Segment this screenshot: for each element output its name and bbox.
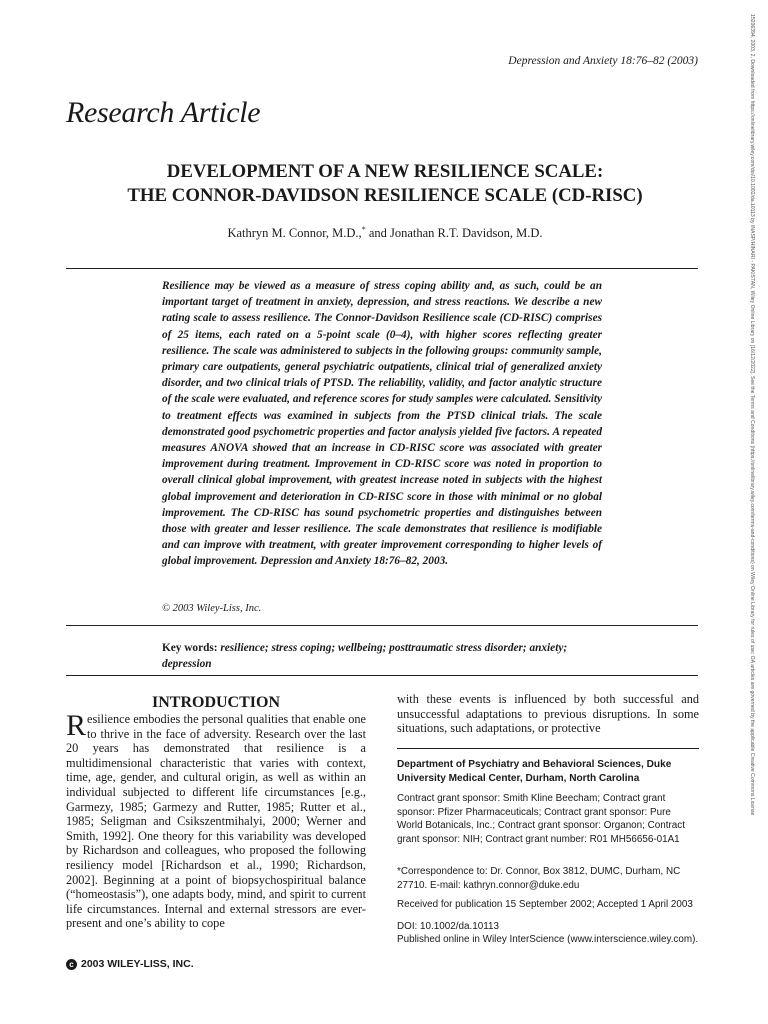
paper-title [40, 160, 730, 208]
keywords-list: resilience; stress coping; wellbeing; posttraumatic stress disorder; anxiety; depression [162, 642, 568, 670]
author-rest: and Jonathan R.T. Davidson, M.D. [365, 226, 543, 241]
correspondence-footnote: *Correspondence to: Dr. Connor, Box 3812, DUMC, Durham, NC 27710. E-mail: kathryn.connor@duke.edu [397, 866, 681, 891]
article-type-heading: Research Article [66, 96, 261, 129]
copyright-icon: c [66, 959, 77, 970]
doi-footnote: DOI: 10.1002/da.10113 [397, 921, 499, 932]
abstract-top-rule [66, 268, 698, 269]
publisher-copyright-text: 2003 WILEY-LISS, INC. [81, 958, 194, 970]
footnote-rule [397, 748, 699, 749]
affiliation-footnote: Department of Psychiatry and Behavioral Sciences, Duke University Medical Center, Durham, North Carolina [397, 759, 672, 784]
paper-title-line-2: THE CONNOR-DAVIDSON RESILIENCE SCALE (CD-RISC) [127, 185, 643, 206]
published-online-footnote: Published online in Wiley InterScience (www.interscience.wiley.com). [397, 934, 699, 945]
keywords [162, 640, 602, 672]
introduction-body [66, 709, 366, 931]
introduction-heading: INTRODUCTION [151, 694, 280, 711]
download-watermark [745, 14, 757, 1014]
corresponding-author-mark: * [361, 225, 366, 234]
abstract-copyright: © 2003 Wiley-Liss, Inc. [162, 603, 262, 614]
keywords-label: Key words: [162, 642, 218, 654]
publisher-copyright [66, 958, 194, 970]
author-first: Kathryn M. Connor, M.D., [227, 226, 362, 241]
keywords-bottom-rule [66, 675, 698, 676]
drop-cap: R [66, 709, 87, 742]
abstract-text: Resilience may be viewed as a measure of stress coping ability and, as such, could be an important target of treatment in anxiety, depression, and stress reactions. We describe a new rating scale to assess resilience. The Connor-Davidson Resilience scale (CD-RISC) comprises of 25 items, each rated on a 5-point scale (0–4), with higher scores reflecting greater resilience. The scale was administered to subjects in the following groups: community sample, primary care outpatients, general psychiatric outpatients, clinical trial of generalized anxiety disorder, and two clinical trials of PTSD. The reliability, validity, and factor analytic structure of the scale were evaluated, and reference scores for study samples were calculated. Sensitivity to treatment effects was examined in subjects from the PTSD clinical trials. The scale demonstrated good psychometric properties and factor analysis yielded five factors. A repeated measures ANOVA showed that an increase in CD-RISC score was associated with greater improvement during treatment. Improvement in CD-RISC score was noted in proportion to overall clinical global improvement, with greatest increase noted in subjects with the highest global improvement and deterioration in CD-RISC score in those with minimal or no global improvement. The CD-RISC has sound psychometric properties and distinguishes between those with greater and lesser resilience. The scale demonstrates that resilience is modifiable and can improve with treatment, with greater improvement corresponding to higher levels of global improvement. Depression and Anxiety 18:76–82, 2003. [162, 280, 602, 568]
received-footnote: Received for publication 15 September 2002; Accepted 1 April 2003 [397, 899, 693, 910]
right-column-text: with these events is influenced by both successful and unsuccessful adaptations to previous disruptions. In some situations, such adaptations, or protective [397, 692, 699, 736]
download-watermark-text: 15206394, 2003, 2, Downloaded from https://onlinelibrary.wiley.com/doi/10.1002/da.10113 by INASP/HINARI - PAKISTAN, Wiley Online Library on [16/12/2022]. See the Terms and Conditions (https://onlinelibrary.wiley.com/terms-and-conditions) on Wiley Online Library for rules of use; OA articles are governed by the applicable Creative Commons License [749, 14, 755, 816]
grant-footnote: Contract grant sponsor: Smith Kline Beecham; Contract grant sponsor: Pfizer Pharmaceuticals; Contract grant sponsor: Pure World Botanicals, Inc.; Contract grant sponsor: Organon; Contract grant sponsor: NIH; Contract grant number: R01 MH56656-01A1 [397, 793, 685, 845]
author-list [40, 225, 730, 241]
journal-reference: Depression and Anxiety 18:76–82 (2003) [508, 55, 698, 67]
introduction-text: esilience embodies the personal qualities that enable one to thrive in the face of adversity. Research over the last 20 years has demonstrated that resilience is a multidimensional characteristic that varies with context, time, age, gender, and cultural origin, as well as within an individual subjected to different life circumstances [e.g., Garmezy, 1985; Garmezy and Rutter, 1985; Rutter et al., 1985; Seligman and Csikszentmihalyi, 2000; Werner and Smith, 1992]. One theory for this variability was developed by Richardson and colleagues, who proposed the following resiliency model [Richardson et al., 1990; Richardson, 2002]. Beginning at a point of biopsychospiritual balance (“homeostasis”), one adapts body, mind, and spirit to current life circumstances. Internal and external stressors are ever-present and one’s ability to cope [66, 712, 366, 931]
keywords-top-rule [66, 625, 698, 626]
paper-title-line-1: DEVELOPMENT OF A NEW RESILIENCE SCALE: [166, 161, 604, 182]
